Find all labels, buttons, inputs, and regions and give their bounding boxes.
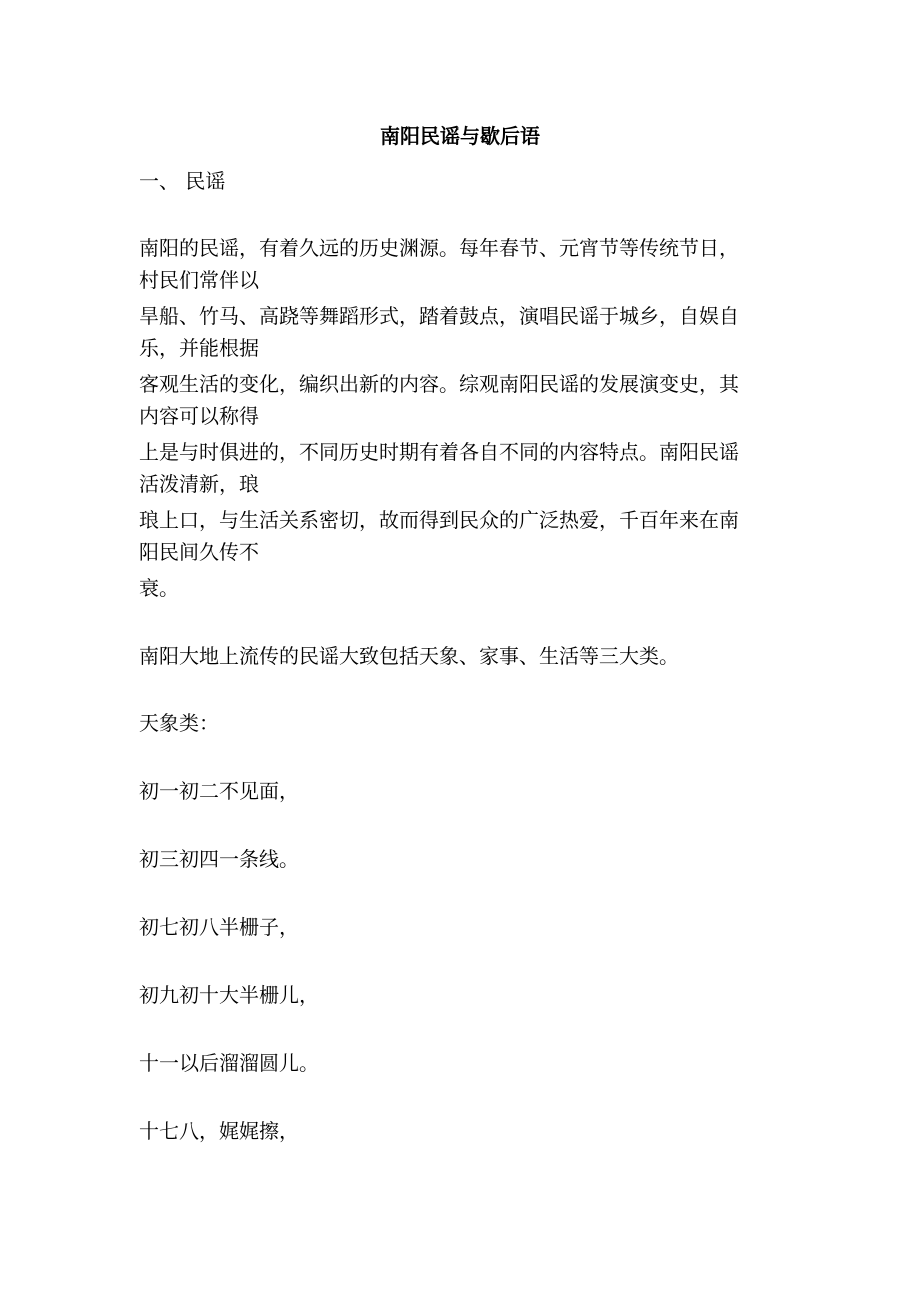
paragraph-line: 琅上口，与生活关系密切，故而得到民众的广泛热爱，千百年来在南 <box>139 508 739 532</box>
paragraph-line: 南阳的民谣，有着久远的历史渊源。每年春节、元宵节等传统节日， <box>139 236 739 260</box>
verse-line: 十七八，娓娓擦， <box>139 1119 299 1143</box>
paragraph-line: 旱船、竹马、高跷等舞蹈形式，踏着鼓点，演唱民谣于城乡，自娱自 <box>139 304 739 328</box>
category-label: 天象类： <box>139 711 219 735</box>
paragraph-line: 客观生活的变化，编织出新的内容。综观南阳民谣的发展演变史，其 <box>139 372 739 396</box>
paragraph-line: 上是与时俱进的，不同历史时期有着各自不同的内容特点。南阳民谣 <box>139 440 739 464</box>
verse-line: 十一以后溜溜圆儿。 <box>139 1051 319 1075</box>
paragraph-2: 南阳大地上流传的民谣大致包括天象、家事、生活等三大类。 <box>139 644 679 668</box>
paragraph-line: 乐，并能根据 <box>139 336 259 360</box>
section-heading: 一、 民谣 <box>139 169 226 193</box>
verse-line: 初三初四一条线。 <box>139 847 299 871</box>
paragraph-line: 内容可以称得 <box>139 404 259 428</box>
verse-line: 初一初二不见面， <box>139 779 299 803</box>
paragraph-line: 阳民间久传不 <box>139 540 259 564</box>
paragraph-line: 衰。 <box>139 576 179 600</box>
paragraph-line: 活泼清新，琅 <box>139 472 259 496</box>
verse-line: 初七初八半栅子， <box>139 915 299 939</box>
paragraph-line: 村民们常伴以 <box>139 268 259 292</box>
verse-line: 初九初十大半栅儿， <box>139 983 319 1007</box>
page-title: 南阳民谣与歇后语 <box>380 124 540 148</box>
